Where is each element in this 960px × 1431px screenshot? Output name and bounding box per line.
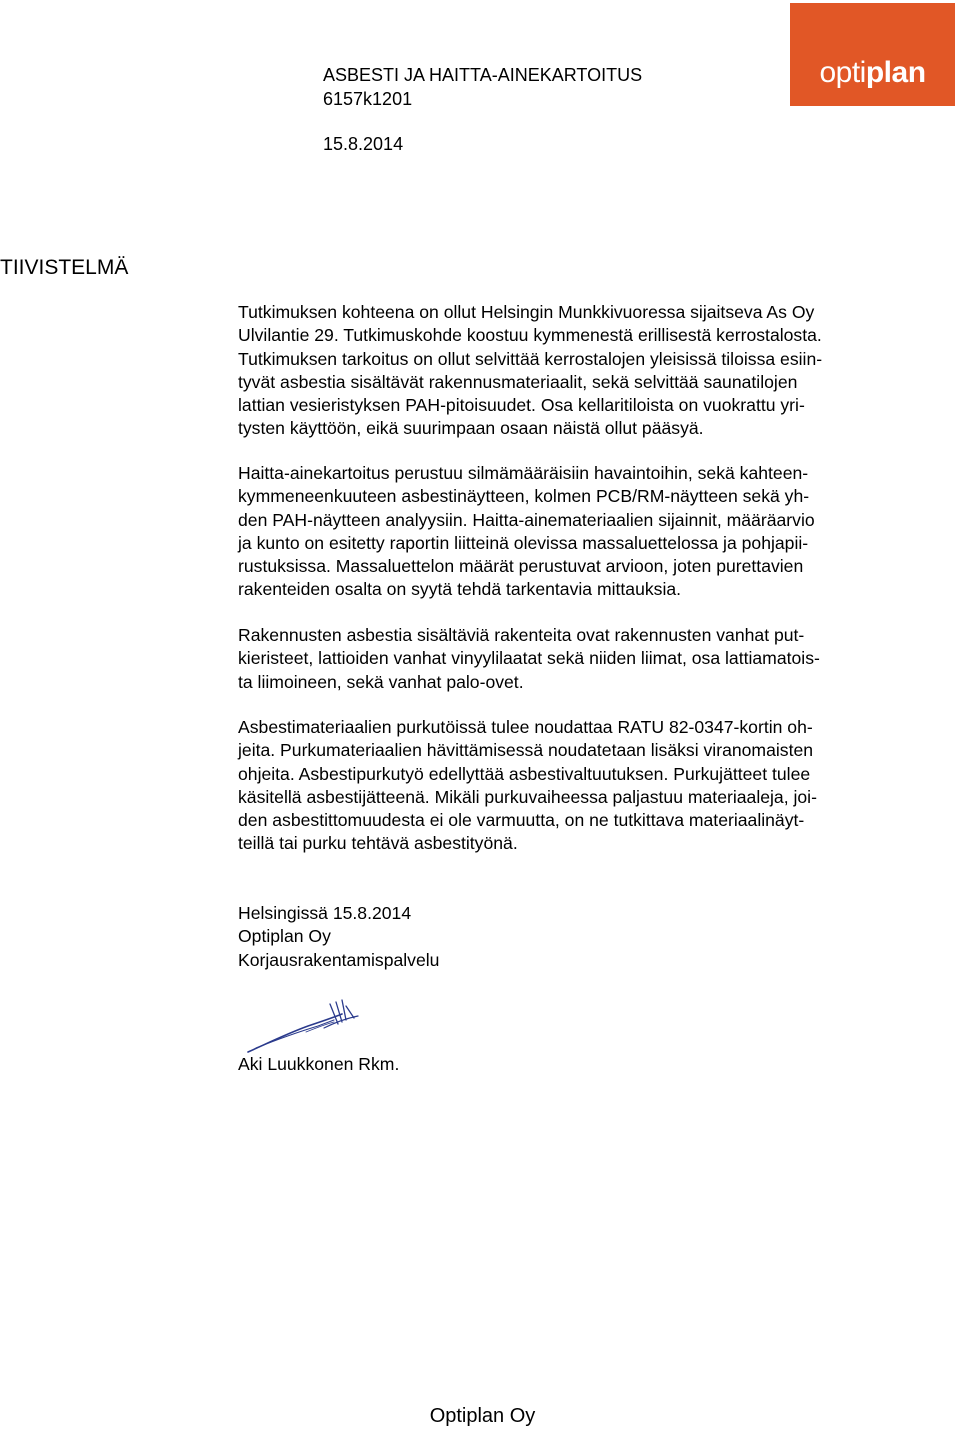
company-name: Optiplan Oy <box>238 926 331 947</box>
summary-paragraph-4 <box>238 716 900 856</box>
summary-heading: TIIVISTELMÄ <box>0 256 129 279</box>
paragraph-line: kymmeneenkuuteen asbestinäytteen, kolmen PCB/RM-näytteen sekä yh- <box>238 486 810 507</box>
place-date: Helsingissä 15.8.2014 <box>238 903 412 923</box>
paragraph-line: jeita. Purkumateriaalien hävittämisessä noudatetaan lisäksi viranomaisten <box>238 740 814 761</box>
paragraph-line: Haitta-ainekartoitus perustuu silmämääräisiin havaintoihin, sekä kahteen- <box>238 463 809 483</box>
paragraph-line: ja kunto on esitetty raportin liitteinä olevissa massaluettelossa ja pohjapii- <box>238 532 809 553</box>
paragraph-line: Tutkimuksen tarkoitus on ollut selvittää kerrostalojen yleisissä tiloissa esiin- <box>238 348 823 369</box>
logo-text-bold: plan <box>865 56 926 89</box>
paragraph-line: tysten käyttöön, eikä suurimpaan osaan näistä ollut pääsyä. <box>238 418 704 439</box>
report-date: 15.8.2014 <box>323 134 404 154</box>
summary-paragraph-2 <box>238 462 900 602</box>
summary-paragraph-3 <box>238 624 900 694</box>
paragraph-line: rakenteiden osalta on syytä tehdä tarkentavia mittauksia. <box>238 579 682 600</box>
optiplan-logo <box>790 3 955 106</box>
paragraph-line: rustuksissa. Massaluettelon määrät perustuvat arvioon, joten purettavien <box>238 556 804 577</box>
paragraph-line: Ulvilantie 29. Tutkimuskohde koostuu kymmenestä erillisestä kerrostalosta. <box>238 325 822 346</box>
signer-name: Aki Luukkonen Rkm. <box>238 1054 400 1074</box>
footer-company: Optiplan Oy <box>429 1405 536 1427</box>
project-number: 6157k1201 <box>323 89 413 109</box>
paragraph-line: den PAH-näytteen analyysiin. Haitta-ainemateriaalien sijainnit, määräarvio <box>238 509 815 530</box>
paragraph-line: ohjeita. Asbestipurkutyö edellyttää asbestivaltuutuksen. Purkujätteet tulee <box>238 763 811 784</box>
paragraph-line: käsitellä asbestijätteenä. Mikäli purkuvaiheessa paljastuu materiaaleja, joi- <box>238 786 817 807</box>
signature-block <box>238 902 439 972</box>
paragraph-line: teillä tai purku tehtävä asbestityönä. <box>238 833 518 854</box>
summary-paragraph-1 <box>238 301 900 441</box>
handwritten-signature <box>246 998 361 1056</box>
department-name: Korjausrakentamispalvelu <box>238 949 440 970</box>
paragraph-line: lattian vesieristyksen PAH-pitoisuudet. Osa kellaritiloista on vuokrattu yri- <box>238 395 805 416</box>
paragraph-line: ta liimoineen, sekä vanhat palo-ovet. <box>238 671 524 692</box>
paragraph-line: Tutkimuksen kohteena on ollut Helsingin Munkkivuoressa sijaitseva As Oy <box>238 302 815 322</box>
paragraph-line: tyvät asbestia sisältävät rakennusmateriaalit, sekä selvittää saunatilojen <box>238 371 798 392</box>
paragraph-line: kieristeet, lattioiden vanhat vinyylilaatat sekä niiden liimat, osa lattiamatois- <box>238 648 820 669</box>
paragraph-line: Rakennusten asbestia sisältäviä rakenteita ovat rakennusten vanhat put- <box>238 625 805 645</box>
report-title: ASBESTI JA HAITTA-AINEKARTOITUS <box>323 65 643 85</box>
paragraph-line: den asbestittomuudesta ei ole varmuutta, on ne tutkittava materiaalinäyt- <box>238 810 805 831</box>
logo-text-light: opti <box>819 56 866 89</box>
paragraph-line: Asbestimateriaalien purkutöissä tulee noudattaa RATU 82-0347-kortin oh- <box>238 717 813 737</box>
